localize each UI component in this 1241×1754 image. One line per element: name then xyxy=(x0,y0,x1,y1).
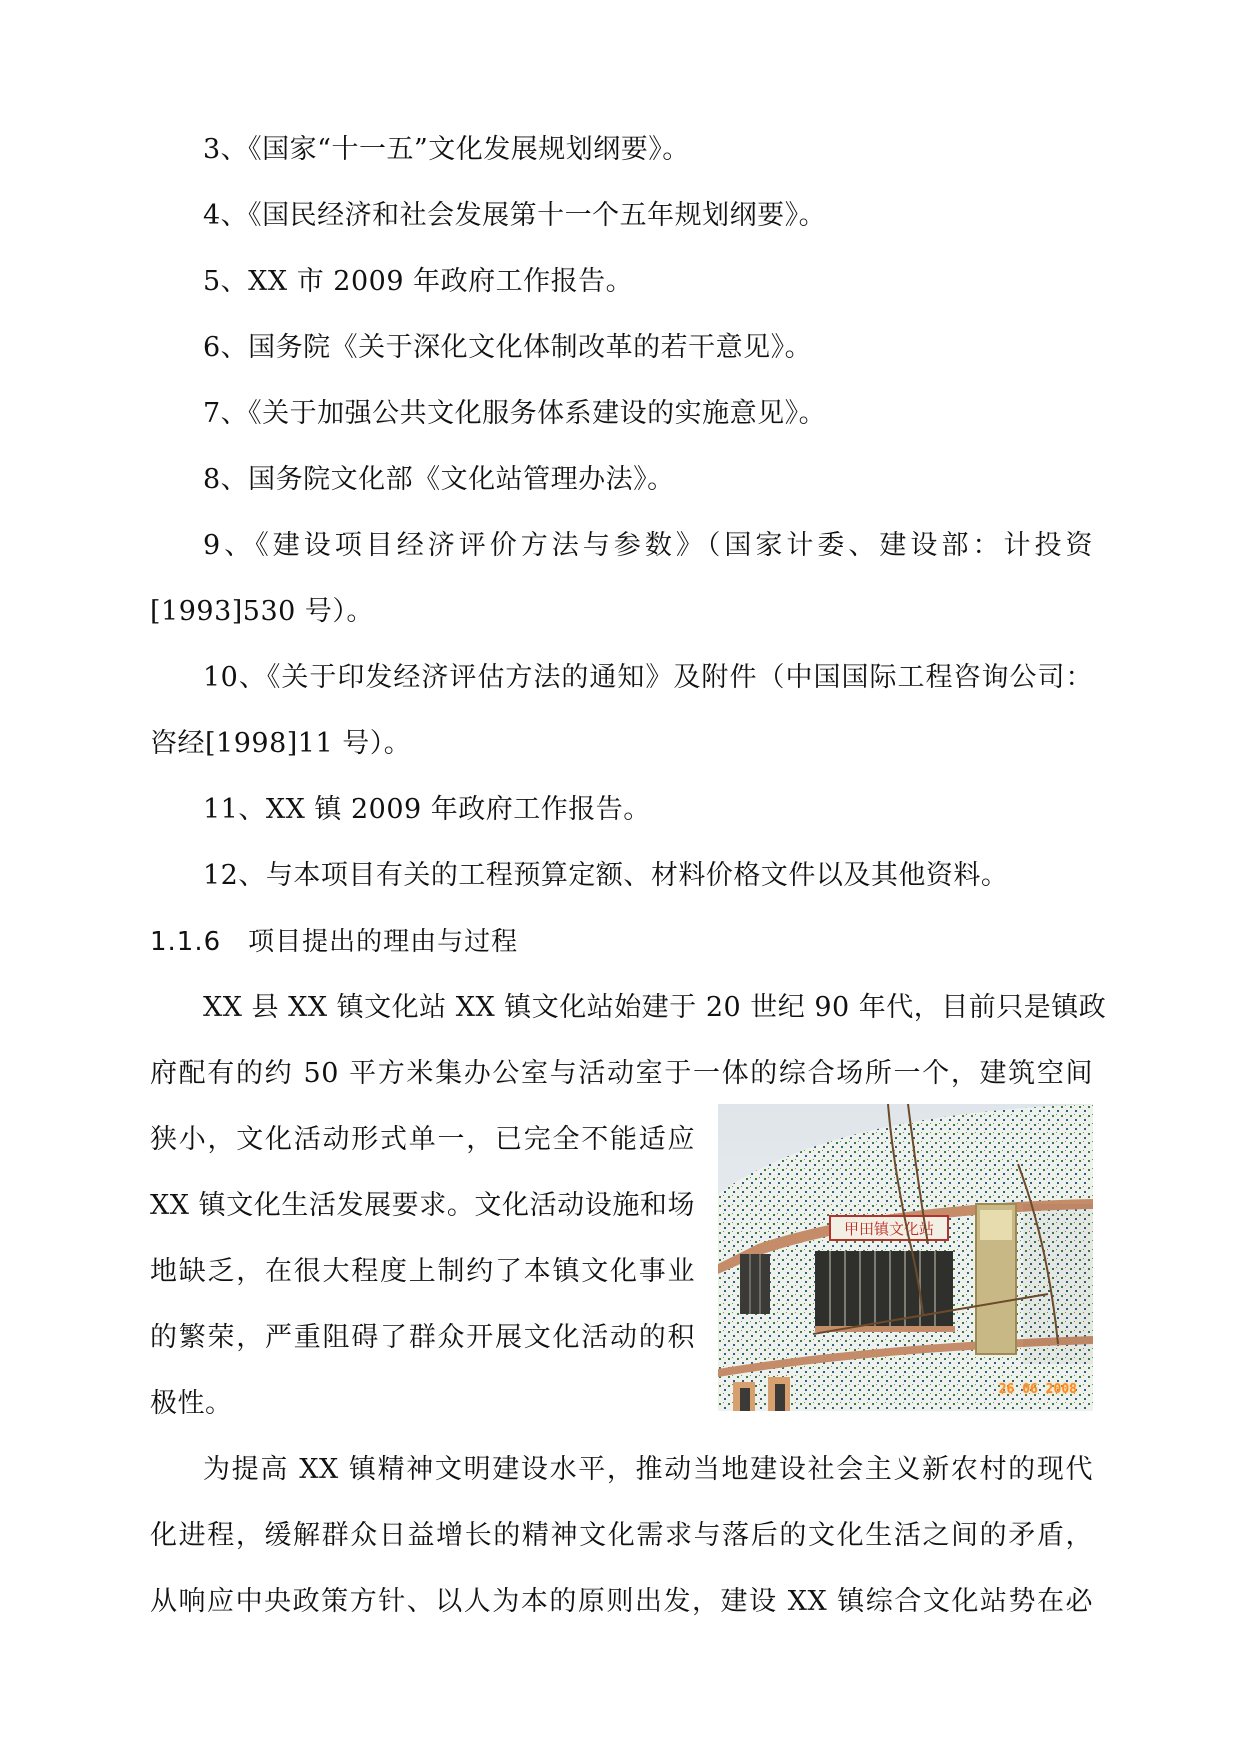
paragraph1-line: 地缺乏，在很大程度上制约了本镇文化事业 xyxy=(150,1256,695,1287)
reference-item-10-cont: 咨经[1998]11 号）。 xyxy=(150,728,412,759)
paragraph2-line: 为提高 XX 镇精神文明建设水平，推动当地建设社会主义新农村的现代 xyxy=(203,1454,1093,1485)
paragraph1-line: 极性。 xyxy=(150,1388,233,1419)
photo-date-stamp: 26 06 2008 xyxy=(998,1382,1077,1397)
reference-item-6: 6、国务院《关于深化文化体制改革的若干意见》。 xyxy=(203,332,813,363)
reference-item-9: 9、《建设项目经济评价方法与参数》（国家计委、建设部：计投资 xyxy=(203,530,1093,561)
reference-item-9-cont: [1993]530 号）。 xyxy=(150,596,374,627)
reference-item-11: 11、XX 镇 2009 年政府工作报告。 xyxy=(203,794,651,825)
reference-item-3: 3、《国家“十一五”文化发展规划纲要》。 xyxy=(203,134,690,165)
paragraph1-line: 狭小，文化活动形式单一，已完全不能适应 xyxy=(150,1124,695,1155)
reference-item-4: 4、《国民经济和社会发展第十一个五年规划纲要》。 xyxy=(203,200,827,231)
reference-item-8: 8、国务院文化部《文化站管理办法》。 xyxy=(203,464,675,495)
paragraph2-line: 化进程，缓解群众日益增长的精神文化需求与落后的文化生活之间的矛盾， xyxy=(150,1520,1093,1551)
paragraph2-line: 从响应中央政策方针、以人为本的原则出发，建设 XX 镇综合文化站势在必 xyxy=(150,1586,1093,1617)
paragraph1-line: 府配有的约 50 平方米集办公室与活动室于一体的综合场所一个，建筑空间 xyxy=(150,1058,1093,1089)
station-sign-text: 甲田镇文化站 xyxy=(843,1220,935,1238)
reference-item-7: 7、《关于加强公共文化服务体系建设的实施意见》。 xyxy=(203,398,827,429)
paragraph1-line: XX 镇文化生活发展要求。文化活动设施和场 xyxy=(150,1190,695,1221)
paragraph1-line: XX 县 XX 镇文化站 XX 镇文化站始建于 20 世纪 90 年代，目前只是镇政 xyxy=(203,992,1107,1023)
paragraph1-line: 的繁荣，严重阻碍了群众开展文化活动的积 xyxy=(150,1322,695,1353)
reference-item-10: 10、《关于印发经济评估方法的通知》及附件（中国国际工程咨询公司： xyxy=(203,662,1093,693)
building-illustration xyxy=(718,1104,1093,1411)
cultural-station-photo xyxy=(718,1104,1093,1411)
section-heading: 1.1.6 项目提出的理由与过程 xyxy=(150,927,519,957)
reference-item-5: 5、XX 市 2009 年政府工作报告。 xyxy=(203,266,634,297)
reference-item-12: 12、与本项目有关的工程预算定额、材料价格文件以及其他资料。 xyxy=(203,860,1009,891)
